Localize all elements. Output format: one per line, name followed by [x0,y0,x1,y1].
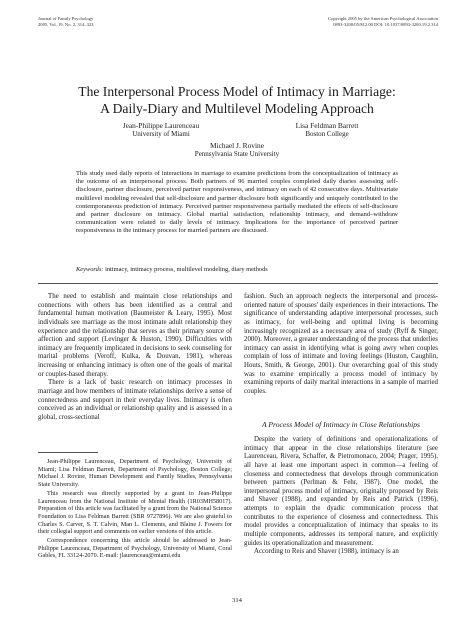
body-column-right-lower [244,436,438,557]
title-line-2: A Daily-Diary and Multilevel Modeling Approach [100,100,374,116]
page-number: 314 [232,597,242,604]
body-paragraph: fashion. Such an approach neglects the interpersonal and process-oriented nature of spouses' daily experiences in their interactions. The significance of understanding adaptive interpersonal processes, such as intimacy, for well-being and optimal living is becoming increasingly recognized as a necessary area of study (Ryff & Singer, 2000). Moreover, a greater understanding of the process that underlies intimacy can assist in identifying what is going awry when couples complain of loss of intimate and loving feelings (Huston, Caughlin, Houts, Smith, & George, 2001). Our overarching goal of this study was to examine empirically a process model of intimacy by examining reports of daily marital interactions in a sample of married couples. [244,293,438,395]
author-name: Lisa Feldman Barrett [295,121,359,130]
body-column-right [244,293,438,397]
author-affiliation: University of Miami [132,130,190,138]
footnote-paragraph: Jean-Philippe Laurenceau, Department of Psychology, University of Miami; Lisa Feldman Barrett, Department of Psychology, Boston College; Michael J. Rovine, Human Development and Family Studies, Pennsylvania State University. [38,458,232,489]
abstract: This study used daily reports of interactions in marriage to examine predictions from the conceptualization of intimacy as the outcome of an interpersonal process. Both partners of 96 married couples completed daily diaries assessing self-disclosure, partner disclosure, perceived partner responsiveness, and intimacy on each of 42 consecutive days. Multivariate multilevel modeling revealed that self-disclosure and partner disclosure both significantly and uniquely contributed to the contemporaneous prediction of intimacy. Perceived partner responsiveness partially mediated the effects of self-disclosure and partner disclosure on intimacy. Global marital satisfaction, relationship intimacy, and demand–withdraw communication were related to daily levels of intimacy. Implications for the importance of perceived partner responsiveness in the intimacy process for married partners are discussed. [76,170,398,235]
copyright-line: Copyright 2005 by the American Psychological Association [328,16,438,21]
author-affiliation: Pennsylvania State University [194,150,280,158]
section-heading: A Process Model of Intimacy in Close Relationships [262,420,420,429]
article-title [0,84,474,117]
author-2 [262,121,392,139]
body-paragraph: There is a lack of basic research on intimacy processes in marriage and how members of intimate relationships derive a sense of connectedness and support in their everyday lives. Intimacy is often conceived as an individual or relationship quality and is assessed in a global, cross-sectional [38,379,232,421]
footnote-paragraph: Correspondence concerning this article should be addressed to Jean-Philippe Laurenceau, Department of Psychology, University of Miami, Coral Gables, FL 33124-2070. E-mail: jlaurenceau@miami.edu [38,537,232,560]
author-affiliation: Boston College [305,130,349,138]
author-1 [96,121,226,139]
doi-line: 0893-3200/05/$12.00 DOI: 10.1037/0893-3200.19.2.314 [333,22,438,27]
keywords [76,266,398,274]
keywords-list: intimacy, intimacy process, multilevel modeling, diary methods [105,266,268,273]
author-name: Michael J. Rovine [210,141,264,150]
footnote-paragraph: This research was directly supported by a grant to Jean-Philippe Laurenceau from the National Institute of Mental Health (1R03MH58017). Preparation of this article was facilitated by a grant from the National Science Foundation to Lisa Feldman Barrett (SBR 9727896). We are also grateful to Charles S. Carver, S. T. Calvin, Man L. Clements, and Blaine J. Fowers for their collegial support and comments on earlier versions of this article. [38,489,232,536]
title-line-1: The Interpersonal Process Model of Intimacy in Marriage: [78,84,396,99]
keywords-label: Keywords: [76,266,104,273]
section-divider [38,283,438,284]
author-3 [160,141,314,159]
journal-volume: 2005, Vol. 19, No. 2, 314–323 [38,22,94,27]
copyright-notice [328,16,438,28]
journal-citation [38,16,93,28]
author-note [38,458,232,561]
body-paragraph: According to Reis and Shaver (1988), intimacy is an [254,548,399,556]
body-paragraph: Despite the variety of definitions and operationalizations of intimacy that appear in the close relationships literature (see Laurenceau, Rivera, Schaffer, & Pietromonaco, 2004; Prager, 1995), all have at least one important aspect in common—a feeling of closeness and connectedness that develops through communication between partners (Perlman & Fehr, 1987). One model, the interpersonal process model of intimacy, originally proposed by Reis and Shaver (1988), and expanded by Reis and Patrick (1996), attempts to explain the dyadic communication process that contributes to the experience of closeness and connectedness. This model provides a conceptualization of intimacy that speaks to its multiple components, addresses its temporal nature, and explicitly guides its operationalization and measurement. [244,436,438,547]
footnote-divider [38,452,98,453]
body-column-left [38,293,232,422]
author-name: Jean-Philippe Laurenceau [122,121,200,130]
body-paragraph: The need to establish and maintain close relationships and connections with others has been identified as a central and fundamental human motivation (Baumeister & Leary, 1995). Most individuals see marriage as the most intimate adult relationship they experience and the relationship that serves as their primary source of affection and support (Levinger & Huston, 1990). Difficulties with intimacy are frequently implicated in decisions to seek counseling for marital problems (Veroff, Kulka, & Douvan, 1981), whereas increasing or enhancing intimacy is often one of the goals of marital or couples-based therapy. [38,293,232,378]
journal-name: Journal of Family Psychology [38,16,94,21]
